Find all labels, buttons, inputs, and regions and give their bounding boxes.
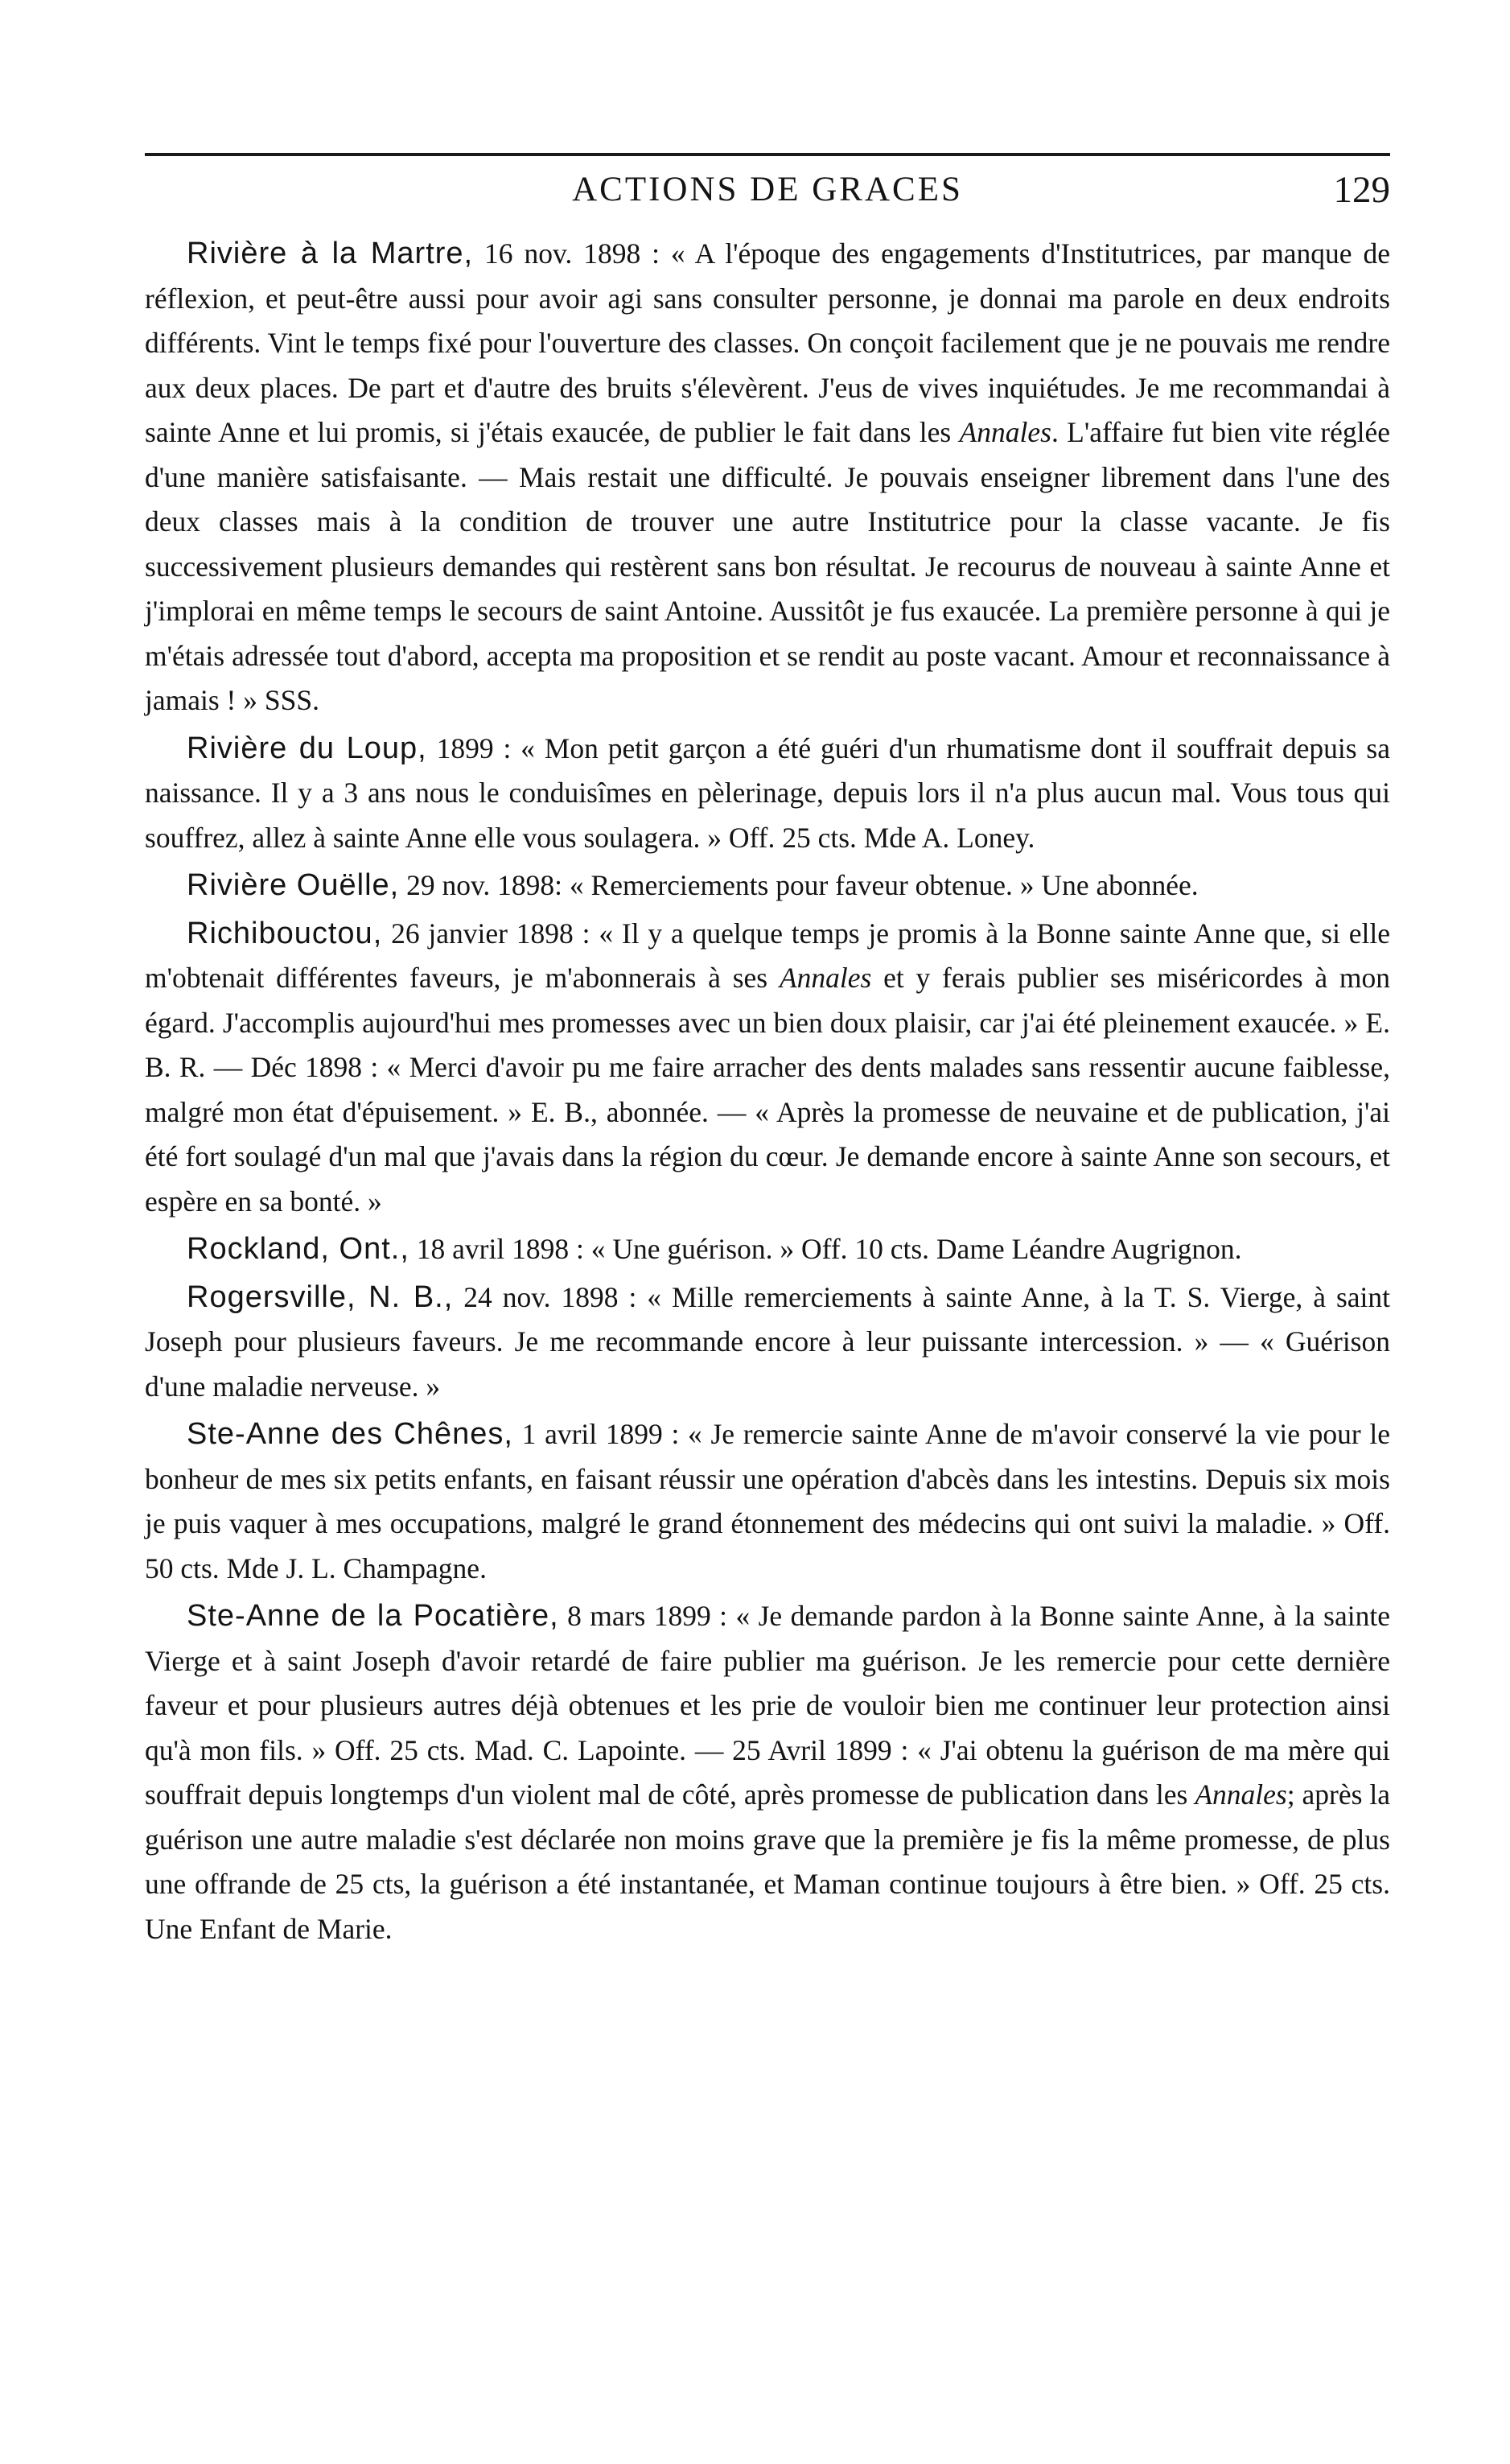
entry-text: 16 nov. 1898 : « A l'époque des engagements d'Institutrices, par manque de réflexion, et peut-être aussi pour avoir agi sans consulter personne, je donnai ma parole en deux endroits différents. Vint le temps fixé pour l'ouverture des classes. On conçoit facilement que je ne pouvais me rendre aux deux places. De part et d'autre des bruits s'élevèrent. J'eus de vives inquiétudes. Je me recommandai à sainte Anne et lui promis, si j'étais exaucée, de publier le fait dans les [145,237,1390,448]
entry-riviere-du-loup [145,727,1390,861]
place-name: Ste-Anne de la Pocatière, [187,1599,559,1633]
entry-text: 8 mars 1899 : « Je demande pardon à la Bonne sainte Anne, à la sainte Vierge et à saint Joseph d'avoir retardé de faire publier ma guérison. Je les remercie pour cette dernière faveur et pour plusieurs autres déjà obtenues et les prie de vouloir bien me continuer leur protection ainsi qu'à mon fils. » Off. 25 cts. Mad. C. Lapointe. — 25 Avril 1899 : « J'ai obtenu la guérison de ma mère qui souffrait depuis longtemps d'un violent mal de côté, après promesse de publication dans les [145,1600,1390,1811]
body-text [145,232,1390,1955]
annales-title: Annales [959,416,1051,448]
entry-text: 29 nov. 1898: « Remerciements pour faveur obtenue. » Une abonnée. [399,869,1199,901]
entry-text: . L'affaire fut bien vite réglée d'une manière satisfaisante. — Mais restait une difficulté. Je pouvais enseigner librement dans l'une des deux classes mais à la condition de trouver une autre Institutrice pour la classe vacante. Je fis successivement plusieurs demandes qui restèrent sans bon résultat. Je recourus de nouveau à sainte Anne et j'implorai en même temps le secours de saint Antoine. Aussitôt je fus exaucée. La première personne à qui je m'étais adressée tout d'abord, accepta ma proposition et se rendit au poste vacant. Amour et reconnaissance à jamais ! » SSS. [145,416,1391,716]
entry-rockland [145,1227,1390,1272]
annales-title: Annales [779,962,872,994]
place-name: Rogersville, N. B., [187,1279,454,1314]
place-name: Rivière à la Martre, [187,237,474,270]
header-rule [145,153,1390,156]
entry-text: 1899 : « Mon petit garçon a été guéri d'un rhumatisme dont il souffrait depuis sa naissance. Il y a 3 ans nous le conduisîmes en pèlerinage, depuis lors il n'a plus aucun mal. Vous tous qui souffrez, allez à sainte Anne elle vous soulagera. » Off. 25 cts. Mde A. Loney. [145,731,1390,854]
entry-text: 24 nov. 1898 : « Mille remerciements à sainte Anne, à la T. S. Vierge, à saint Joseph pour plusieurs faveurs. Je me recommande encore à leur puissante intercession. » — « Guérison d'une maladie nerveuse. » [145,1280,1390,1403]
place-name: Rivière du Loup, [187,731,427,765]
page-number: 129 [1333,169,1390,211]
entry-ste-anne-de-la-pocatiere [145,1594,1390,1951]
entry-ste-anne-des-chenes [145,1412,1390,1591]
place-name: Ste-Anne des Chênes, [187,1417,513,1451]
running-title: ACTIONS DE GRACES [572,171,963,208]
entry-text: 26 janvier 1898 : « Il y a quelque temps je promis à la Bonne sainte Anne que, si elle m'obtenait différentes faveurs, je m'abonnerais à ses [145,917,1390,994]
entry-text: 18 avril 1898 : « Une guérison. » Off. 10 cts. Dame Léandre Augrignon. [409,1233,1242,1265]
entry-rogersville [145,1275,1390,1410]
entry-text: et y ferais publier ses miséricordes à mon égard. J'accomplis aujourd'hui mes promesses avec un bien doux plaisir, car j'ai été pleinement exaucée. » E. B. R. — Déc 1898 : « Merci d'avoir pu me faire arracher des dents malades sans ressentir aucune faiblesse, malgré mon état d'épuisement. » E. B., abonnée. — « Après la promesse de neuvaine et de publication, j'ai été fort soulagé d'un mal que j'avais dans la région du cœur. Je demande encore à sainte Anne son secours, et espère en sa bonté. » [145,962,1390,1218]
entry-text: ; après la guérison une autre maladie s'est déclarée non moins grave que la première je fis la même promesse, de plus une offrande de 25 cts, la guérison a été instantanée, et Maman continue toujours à être bien. » Off. 25 cts. Une Enfant de Marie. [145,1778,1390,1945]
entry-riviere-a-la-martre [145,232,1390,723]
entry-richibouctou [145,912,1390,1225]
place-name: Richibouctou, [187,916,383,950]
entry-riviere-ouelle [145,863,1390,909]
entry-text: 1 avril 1899 : « Je remercie sainte Anne de m'avoir conservé la vie pour le bonheur de mes six petits enfants, en faisant réussir une opération d'abcès dans les intestins. Depuis six mois je puis vaquer à mes occupations, malgré le grand étonnement des médecins qui ont suivi la maladie. » Off. 50 cts. Mde J. L. Champagne. [145,1418,1390,1584]
place-name: Rockland, Ont., [187,1232,409,1266]
page-header [145,165,1390,216]
annales-title: Annales [1195,1778,1287,1811]
place-name: Rivière Ouëlle, [187,868,400,902]
